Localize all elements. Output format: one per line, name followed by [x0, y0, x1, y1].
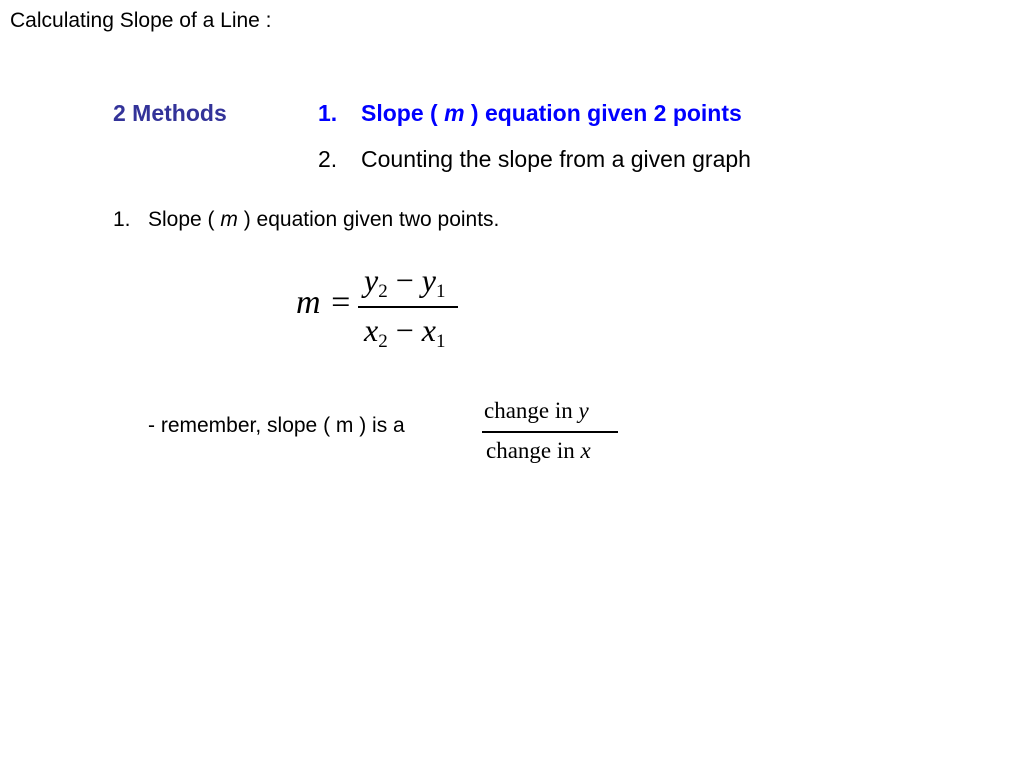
section-number: 1. [113, 208, 131, 231]
slope-formula [294, 262, 474, 358]
method-item-2 [318, 146, 751, 173]
ratio-denominator-text: change in [486, 438, 575, 463]
numerator-sub-a: 2 [378, 281, 388, 302]
remember-note: - remember, slope ( m ) is a [148, 414, 405, 437]
section-post: ) equation given two points. [243, 208, 500, 231]
section-heading [113, 208, 499, 232]
ratio-denominator [486, 438, 591, 464]
section-pre: Slope ( [148, 208, 215, 231]
numerator-sub-b: 1 [435, 281, 446, 302]
denominator-var-b: x [421, 312, 436, 348]
method-item-1-post: ) equation given 2 points [470, 100, 742, 126]
denominator-sub-a: 2 [378, 331, 388, 352]
methods-heading: 2 Methods [113, 100, 227, 126]
method-item-2-number: 2. [318, 146, 338, 172]
method-item-1 [318, 100, 742, 127]
formula-numerator [364, 262, 445, 303]
fraction-bar [358, 306, 458, 308]
change-ratio [480, 398, 630, 470]
formula-lhs-text: m = [296, 284, 352, 321]
ratio-numerator-text: change in [484, 398, 573, 423]
method-item-1-pre: Slope ( [361, 100, 438, 126]
numerator-var-a: y [364, 262, 379, 298]
method-item-1-number: 1. [318, 100, 338, 126]
denominator-var-a: x [364, 312, 379, 348]
ratio-denominator-var: x [580, 438, 591, 463]
formula-lhs [296, 284, 352, 322]
denominator-sub-b: 1 [435, 331, 446, 352]
page-title: Calculating Slope of a Line : [10, 9, 272, 32]
ratio-numerator-var: y [578, 398, 589, 423]
numerator-var-b: y [421, 262, 436, 298]
numerator-op: − [395, 262, 414, 298]
ratio-numerator [484, 398, 589, 424]
section-var: m [220, 208, 238, 231]
method-item-1-var: m [444, 100, 465, 126]
method-item-2-text: Counting the slope from a given graph [361, 146, 751, 172]
ratio-bar [482, 431, 618, 433]
denominator-op: − [395, 312, 414, 348]
formula-denominator [364, 312, 445, 353]
